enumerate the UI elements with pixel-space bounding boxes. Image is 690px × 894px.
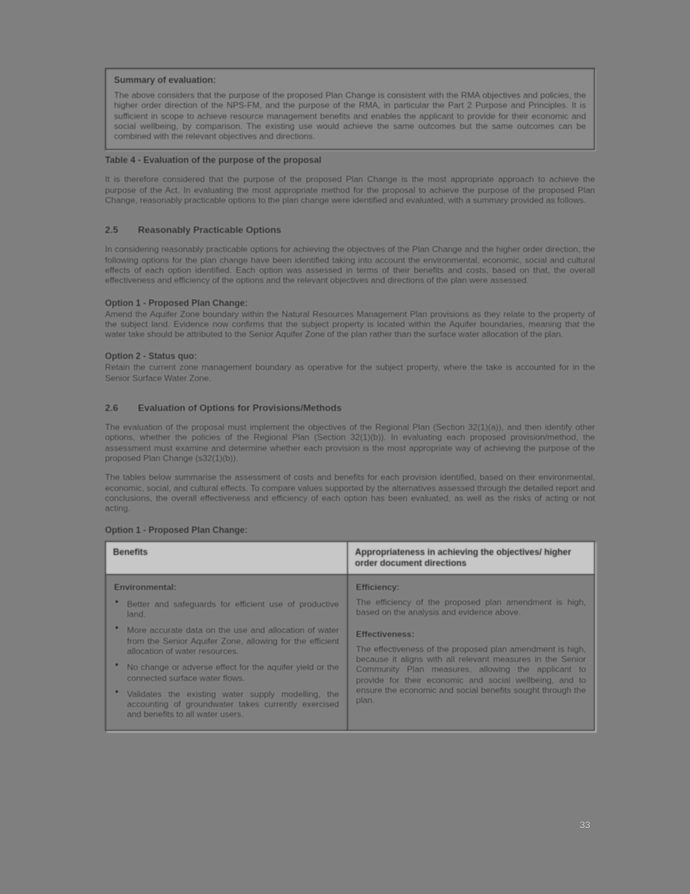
table-header-row — [106, 542, 595, 575]
section-2-5-title: Reasonably Practicable Options — [138, 224, 282, 236]
option-1-label: Option 1 - Proposed Plan Change: — [105, 297, 248, 308]
section-2-6-heading — [105, 402, 595, 413]
summary-box-body: The above considers that the purpose of the proposed Plan Change is consistent with the RMA objectives and policies, the higher order direction of the NPS-FM, and the purpose of the RMA, in particular the Part 2 Purpose and Principles. It is sufficient in scope to achieve resource management benefits and enables the applicant to provide for their economic and social wellbeing, by comparison. The existing use would achieve the same outcomes but the same outcomes can be combined with the relevant objectives and directions. — [114, 90, 586, 142]
section-2-5-heading — [105, 224, 595, 235]
appropriateness-cell — [348, 575, 595, 730]
effectiveness-body: The effectiveness of the proposed plan amendment is high, because it aligns with all relevant measures in the Senior Community Plan measures, allowing the applicant to provide for their economic and social wellbeing, and to ensure the economic and social benefits sought through the plan. — [356, 643, 586, 706]
section-2-6-paragraph-2: The tables below summarise the assessment of costs and benefits for each provision identified, based on their environmental, economic, social, and cultural effects. To compare values supported by the alternatives assessed through the detailed report and conclusions, the overall effectiveness and efficiency of each option has been evaluated, as well as the risks of acting or not acting. — [105, 472, 595, 514]
table-body-row — [106, 575, 595, 730]
option-2-label: Option 2 - Status quo: — [105, 351, 197, 362]
benefit-item: • Better and safeguards for efficient use of productive land. — [114, 599, 339, 620]
efficiency-subheading: Efficiency: — [356, 582, 400, 593]
page-number: 33 — [579, 820, 591, 831]
page-content — [105, 68, 595, 731]
option-1-evaluation-table — [105, 541, 595, 730]
option-2-body: Retain the current zone management boundary as operative for the subject property, where the take is accounted for in the Senior Surface Water Zone. — [105, 362, 595, 383]
efficiency-body: The efficiency of the proposed plan amendment is high, based on the analysis and evidence above. — [356, 596, 586, 618]
summary-box-title: Summary of evaluation: — [114, 75, 217, 85]
section-2-6-title: Evaluation of Options for Provisions/Methods — [138, 402, 342, 414]
benefits-cell — [106, 575, 348, 730]
benefits-environmental-subheading: Environmental: — [114, 582, 177, 593]
section-2-6-number: 2.6 — [105, 402, 119, 414]
benefits-column-header: Benefits — [106, 542, 348, 575]
summary-of-evaluation-box — [105, 68, 595, 150]
section-2-6-paragraph-1: The evaluation of the proposal must implement the objectives of the Regional Plan (Section 32(1)(a)), and then identify other options, whether the policies of the Regional Plan (Section 32(1)(b)). In evaluating each proposed provision/method, the assessment must examine and determine whether each provision is the most appropriate way of achieving the purpose of the proposed Plan Change (s32(1)(b)). — [105, 422, 595, 463]
benefit-item: • Validates the existing water supply modelling, the accounting of groundwater takes currently exercised and benefits to all water users. — [114, 689, 339, 720]
benefit-item: • No change or adverse effect for the aquifer yield or the connected surface water flows. — [114, 662, 339, 683]
benefits-bullet-list — [114, 599, 339, 720]
option-1-table-label: Option 1 - Proposed Plan Change: — [105, 525, 248, 536]
table4-caption: Table 4 - Evaluation of the purpose of the proposal — [105, 155, 322, 166]
section-2-5-paragraph: In considering reasonably practicable options for achieving the objectives of the Plan Change and the higher order direction, the following options for the plan change have been identified taking into account the environmental, economic, social and cultural effects of each option identified. Each option was assessed in terms of their benefits and costs, based on that, the overall effectiveness and efficiency of the options and the relevant objectives and directions of the plan were assessed. — [105, 244, 595, 286]
intro-paragraph: It is therefore considered that the purpose of the proposed Plan Change is the most appropriate approach to achieve the purpose of the Act. In evaluating the most appropriate method for the proposal to achieve the purpose of the proposed Plan Change, reasonably practicable options to the plan change were identified and evaluated, with a summary provided as follows. — [105, 174, 595, 206]
benefit-item: • More accurate data on the use and allocation of water from the Senior Aquifer Zone, allowing for the efficient allocation of water resources. — [114, 625, 339, 656]
effectiveness-subheading: Effectiveness: — [356, 629, 415, 640]
section-2-5-number: 2.5 — [105, 224, 119, 236]
appropriateness-column-header: Appropriateness in achieving the objectives/ higher order document directions — [348, 542, 595, 575]
option-1-body: Amend the Aquifer Zone boundary within the Natural Resources Management Plan provisions as they relate to the property of the subject land. Evidence now confirms that the subject property is located within the Aquifer boundaries, meaning that the water take should be attributed to the Senior Aquifer Zone of the plan rather than the surface water allocation of the plan. — [105, 308, 595, 340]
